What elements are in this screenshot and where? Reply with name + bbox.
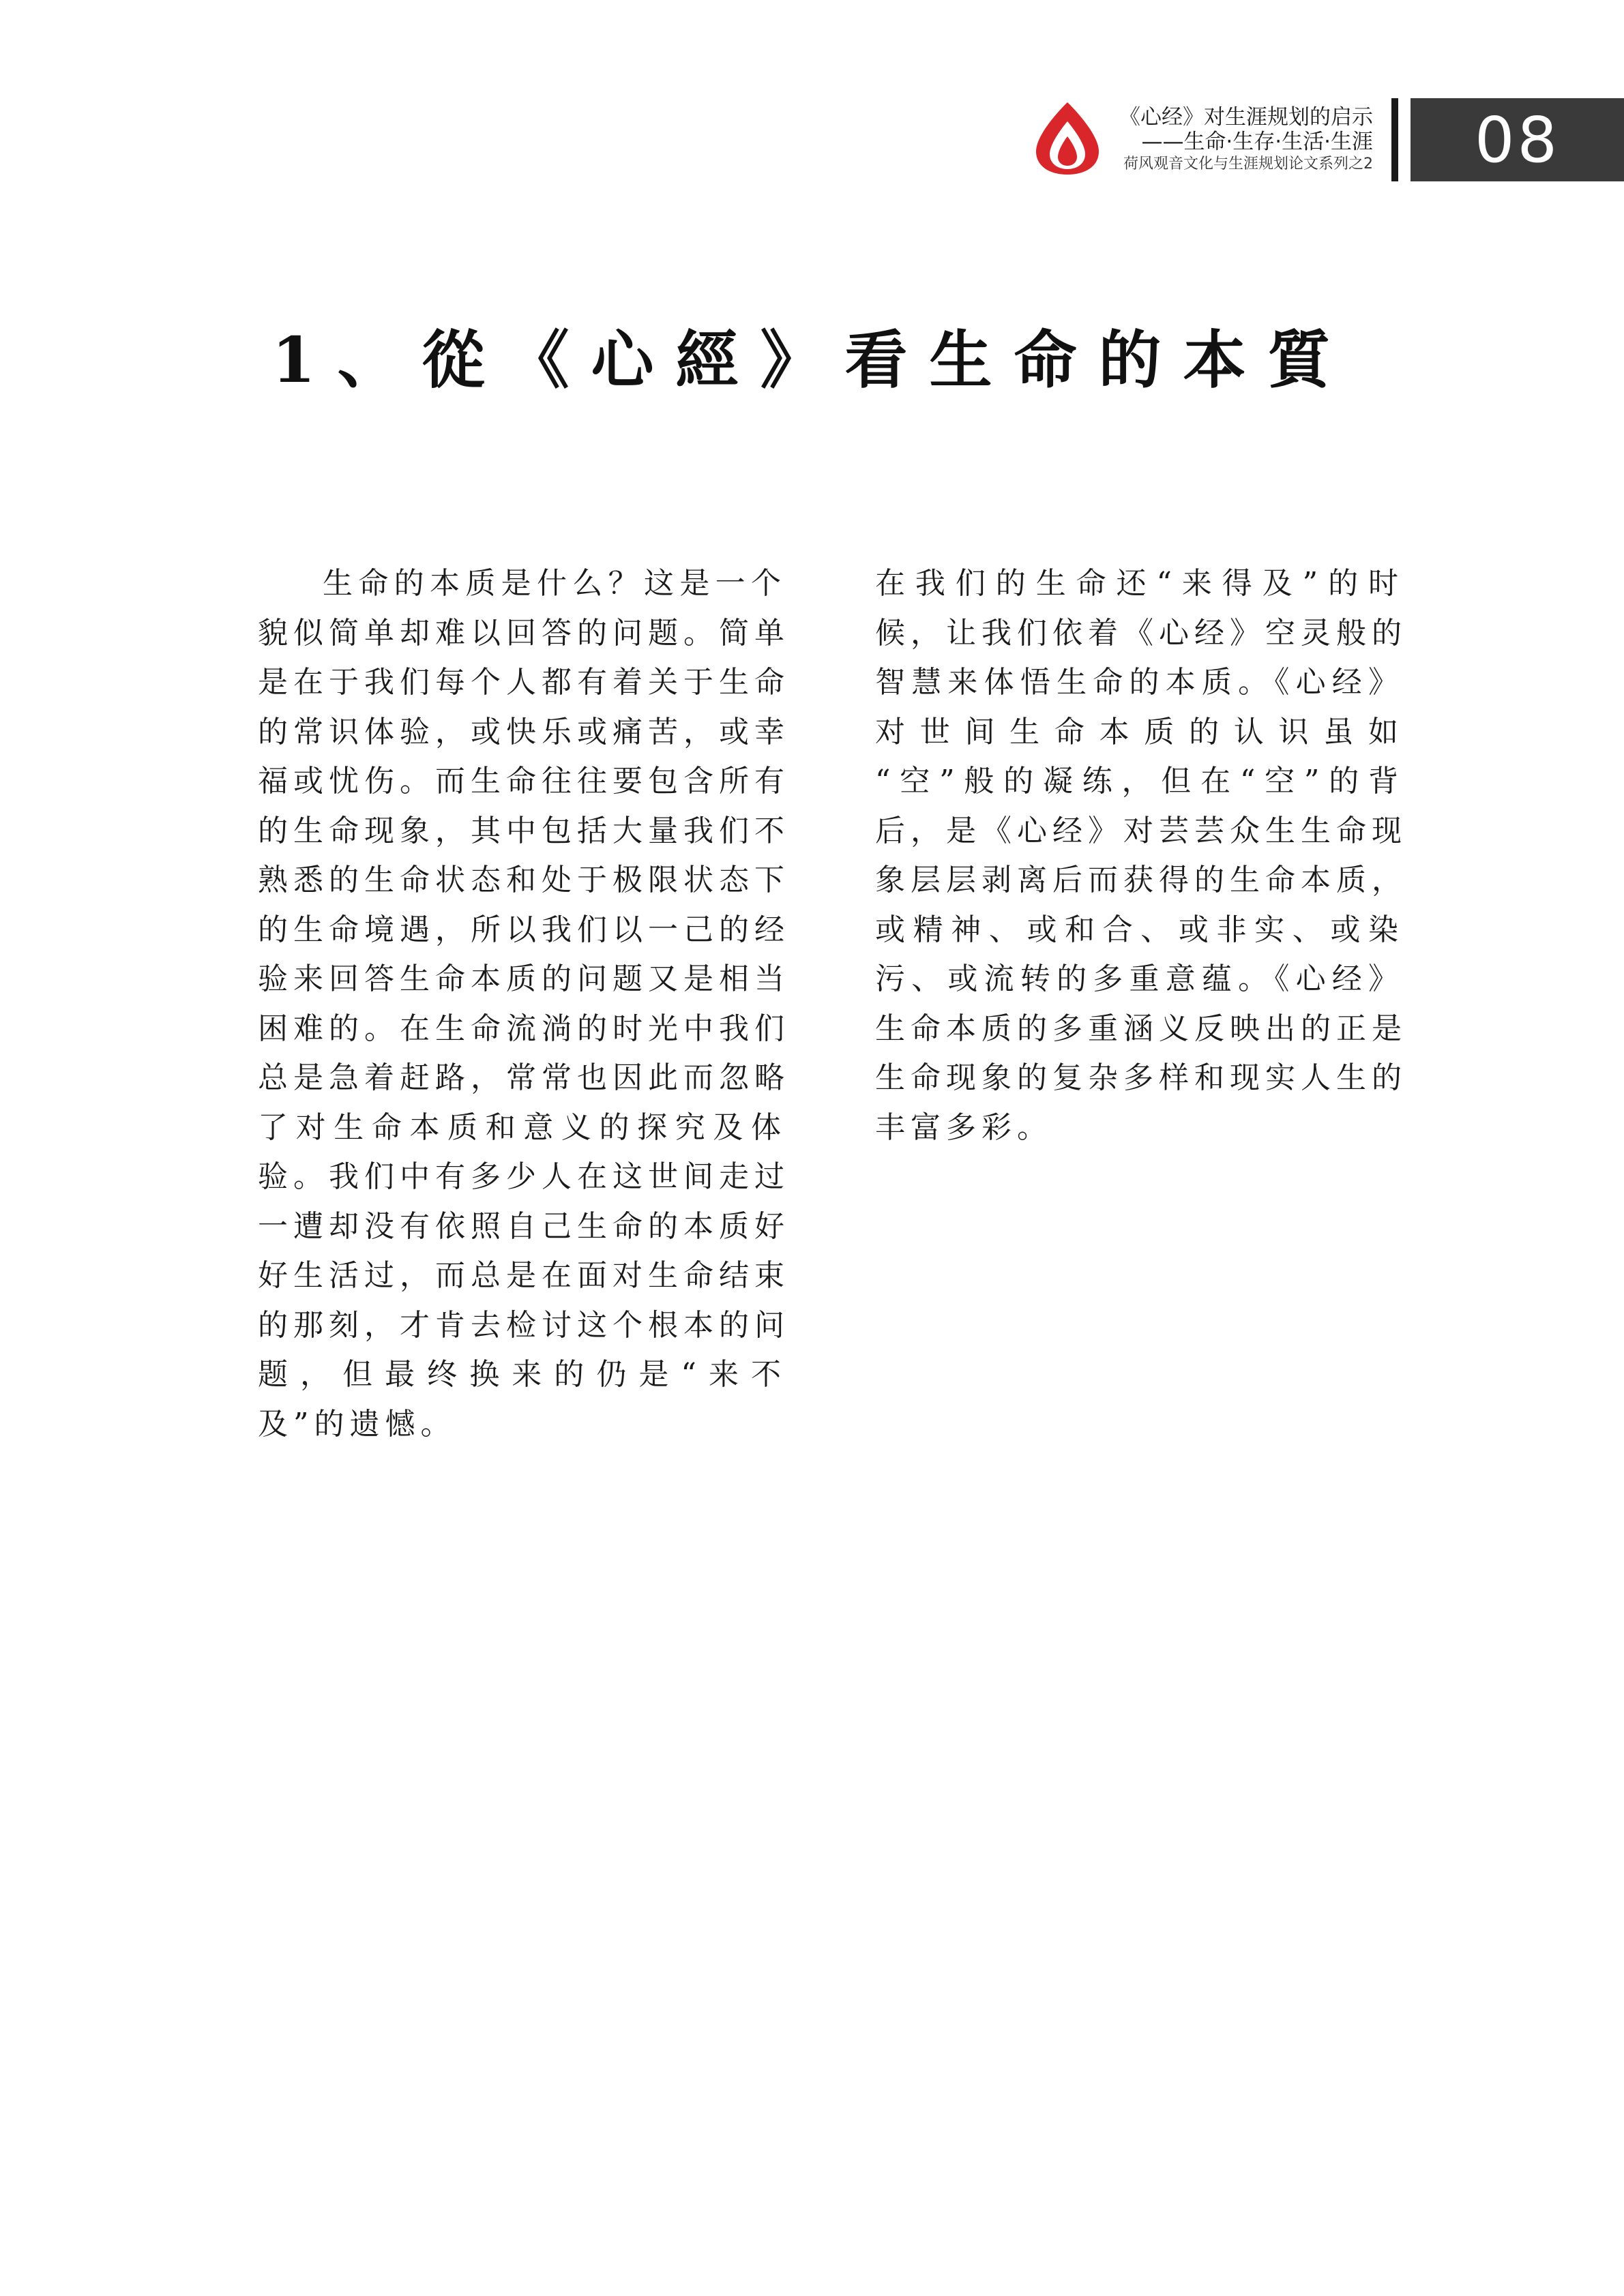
body-text-line: 验。我们中有多少人在这世间走过 bbox=[258, 1159, 790, 1194]
body-text-line: 的那刻，才肯去检讨这个根本的问 bbox=[258, 1307, 790, 1343]
body-text-line: 智慧来体悟生命的本质。《心经》 bbox=[875, 665, 1404, 700]
body-text-line: 熟悉的生命状态和处于极限状态下 bbox=[258, 863, 790, 897]
body-text-line: 及”的遗憾。 bbox=[258, 1406, 456, 1442]
red-flame-logo-icon bbox=[1033, 101, 1102, 176]
body-text-line: 象层层剥离后而获得的生命本质， bbox=[875, 863, 1407, 897]
body-text-line: 的生命境遇，所以我们以一己的经 bbox=[258, 912, 790, 947]
body-text-line: 生命的本质是什么？这是一个 bbox=[323, 566, 786, 601]
body-text-line: 生命本质的多重涵义反映出的正是 bbox=[875, 1011, 1407, 1046]
section-heading: 1、從《心經》看生命的本質 bbox=[271, 323, 1353, 397]
body-text-line: 后，是《心经》对芸芸众生生命现 bbox=[875, 813, 1407, 848]
body-text-line: 或精神、或和合、或非实、或染 bbox=[875, 912, 1404, 947]
header-series: 荷风观音文化与生涯规划论文系列之2 bbox=[1123, 155, 1373, 173]
body-text-line: 候，让我们依着《心经》空灵般的 bbox=[875, 615, 1407, 651]
page-header bbox=[0, 95, 1624, 184]
body-text-line: 貌似简单却难以回答的问题。简单 bbox=[258, 615, 790, 651]
header-title: 《心经》对生涯规划的启示 bbox=[1119, 105, 1373, 130]
body-text-line: 困难的。在生命流淌的时光中我们 bbox=[258, 1011, 790, 1046]
page-number: 08 bbox=[1411, 98, 1624, 181]
body-text-line: 在我们的生命还“来得及”的时 bbox=[875, 566, 1404, 601]
header-text-block bbox=[1108, 105, 1373, 175]
body-text-line: 验来回答生命本质的问题又是相当 bbox=[258, 961, 790, 996]
body-column-right bbox=[875, 559, 1407, 1152]
header-divider bbox=[1391, 98, 1398, 181]
body-text-line: 对世间生命本质的认识虽如 bbox=[875, 714, 1404, 749]
body-text-line: “空”般的凝练，但在“空”的背 bbox=[875, 764, 1404, 799]
header-subtitle: ——生命·生存·生活·生涯 bbox=[1141, 130, 1373, 154]
body-column-left bbox=[258, 559, 790, 1449]
body-text-line: 好生活过，而总是在面对生命结束 bbox=[258, 1258, 790, 1293]
body-text-line: 一遭却没有依照自己生命的本质好 bbox=[258, 1208, 790, 1244]
body-text-line: 总是急着赶路，常常也因此而忽略 bbox=[258, 1060, 790, 1095]
body-text-line: 的常识体验，或快乐或痛苦，或幸 bbox=[258, 714, 790, 749]
body-text-line: 丰富多彩。 bbox=[875, 1109, 1052, 1145]
body-text-line: 题，但最终换来的仍是“来不 bbox=[258, 1357, 786, 1392]
body-text-line: 了对生命本质和意义的探究及体 bbox=[258, 1109, 786, 1145]
body-text-line: 生命现象的复杂多样和现实人生的 bbox=[875, 1060, 1407, 1095]
body-text-line: 的生命现象，其中包括大量我们不 bbox=[258, 813, 790, 848]
body-text-line: 污、或流转的多重意蕴。《心经》 bbox=[875, 961, 1404, 996]
body-text-line: 福或忧伤。而生命往往要包含所有 bbox=[258, 764, 790, 799]
body-text-line: 是在于我们每个人都有着关于生命 bbox=[258, 665, 790, 700]
